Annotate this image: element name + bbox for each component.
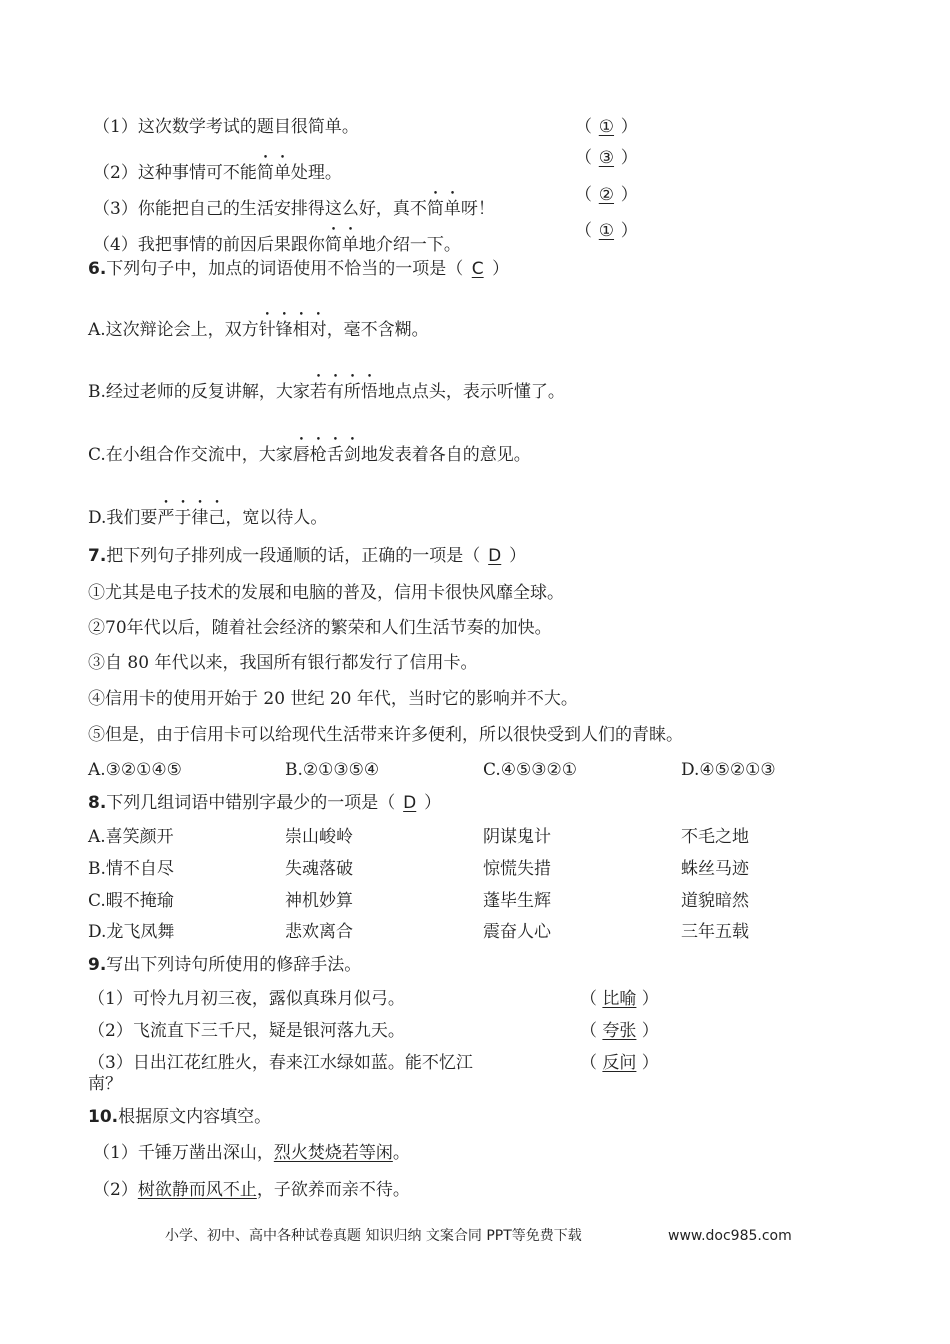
- q9-answer-2: （ 夸张 ）: [580, 1021, 659, 1041]
- item-text: （2）: [93, 1180, 138, 1200]
- close-paren: ）: [509, 546, 527, 566]
- q6-stem: [88, 261, 509, 278]
- q9-item-3-wrap: 南？: [88, 1074, 122, 1094]
- item-text-end: 。: [392, 1143, 410, 1163]
- q7-sentence-4: ④信用卡的使用开始于 20 世纪 20 年代，当时它的影响并不大。: [88, 689, 578, 709]
- q7-option-d: D.④⑤②①③: [681, 760, 776, 780]
- option-text-end: ，毫不含糊。: [326, 320, 429, 340]
- question-number: 8.: [88, 793, 107, 813]
- question-text: 下列几组词语中错别字最少的一项是（: [106, 793, 396, 813]
- option-text: D.我们要: [88, 508, 158, 528]
- answer-value: ③: [598, 148, 615, 168]
- q8-row-b-word-2: 失魂落破: [285, 859, 353, 879]
- dotted-word: 针锋相对: [258, 320, 327, 340]
- q10-stem: [88, 1109, 271, 1126]
- footer-url[interactable]: www.doc985.com: [668, 1228, 792, 1244]
- q8-row-b-word-3: 惊慌失措: [483, 859, 551, 879]
- option-text: A.这次辩论会上，双方: [88, 320, 259, 340]
- dotted-word: 严于律己: [157, 508, 226, 528]
- question-answer: D: [488, 546, 502, 566]
- question-number: 6.: [88, 259, 107, 279]
- item-number: （3）: [93, 199, 138, 219]
- option-text: C.在小组合作交流中，大家: [88, 445, 293, 465]
- q5-item-2: [93, 153, 342, 183]
- filled-blank: 树欲静而风不止: [137, 1180, 257, 1200]
- item-text-end: 呀！: [460, 199, 495, 219]
- item-text: 这种事情可不能: [137, 163, 257, 183]
- q6-option-d: [88, 498, 327, 528]
- q6-option-a: [88, 310, 429, 340]
- question-answer: C: [471, 259, 484, 279]
- item-text-end: 处理。: [290, 163, 342, 183]
- dotted-word: 若有所悟: [309, 382, 378, 402]
- q7-option-a: A.③②①④⑤: [88, 760, 182, 780]
- q8-row-a-word-1: A.喜笑颜开: [88, 827, 174, 847]
- q5-item-1: [93, 119, 359, 136]
- q7-sentence-3: ③自 80 年代以来，我国所有银行都发行了信用卡。: [88, 653, 478, 673]
- close-paren: ）: [424, 793, 442, 813]
- item-text-end: 地介绍一下。: [358, 235, 461, 255]
- q5-answer-1: （ ① ）: [575, 117, 638, 137]
- q8-row-a-word-2: 崇山峻岭: [285, 827, 353, 847]
- q8-row-a-word-3: 阴谋鬼计: [483, 827, 551, 847]
- question-answer: D: [403, 793, 417, 813]
- q5-item-3: [93, 189, 495, 219]
- answer-value: ①: [598, 117, 615, 137]
- q10-item-1: [93, 1145, 410, 1162]
- item-text: 我把事情的前因后果跟你: [137, 235, 325, 255]
- answer-value: ②: [598, 185, 615, 205]
- dotted-word: 简单: [324, 235, 359, 255]
- q8-row-d-word-2: 悲欢离合: [285, 922, 353, 942]
- q9-item-2: （2）飞流直下三千尺，疑是银河落九天。: [88, 1021, 405, 1041]
- question-text: 写出下列诗句所使用的修辞手法。: [106, 955, 362, 975]
- q5-answer-2: （ ③ ）: [575, 148, 638, 168]
- dotted-word: 简单: [426, 199, 461, 219]
- q8-row-d-word-4: 三年五载: [681, 922, 749, 942]
- q7-option-b: B.②①③⑤④: [285, 760, 380, 780]
- q9-answer-3: （ 反问 ）: [580, 1053, 659, 1073]
- option-text-end: 地发表着各自的意见。: [360, 445, 531, 465]
- footer-text: 小学、初中、高中各种试卷真题 知识归纳 文案合同 PPT等免费下载: [165, 1228, 582, 1244]
- q7-option-c: C.④⑤③②①: [483, 760, 578, 780]
- question-number: 7.: [88, 546, 107, 566]
- option-text-end: 地点点头，表示听懂了。: [377, 382, 565, 402]
- q8-row-c-word-3: 蓬毕生辉: [483, 891, 551, 911]
- q5-answer-4: （ ① ）: [575, 221, 638, 241]
- item-number: （2）: [93, 163, 138, 183]
- question-text: 下列句子中，加点的词语使用不恰当的一项是（: [106, 259, 464, 279]
- q9-stem: [88, 957, 361, 974]
- item-text: （1）千锤万凿出深山，: [93, 1143, 274, 1163]
- q6-option-c: [88, 435, 531, 465]
- q8-row-c-word-4: 道貌暗然: [681, 891, 749, 911]
- answer-value: ①: [598, 221, 615, 241]
- item-number: （1）: [93, 117, 138, 137]
- q9-item-3: （3）日出江花红胜火，春来江水绿如蓝。能不忆江: [88, 1053, 473, 1073]
- option-text-end: ，宽以待人。: [225, 508, 328, 528]
- answer-value: 夸张: [602, 1021, 637, 1041]
- option-text: B.经过老师的反复讲解，大家: [88, 382, 310, 402]
- q5-item-4: [93, 225, 461, 255]
- q7-sentence-5: ⑤但是，由于信用卡可以给现代生活带来许多便利，所以很快受到人们的青睐。: [88, 725, 683, 745]
- q8-row-c-word-2: 神机妙算: [285, 891, 353, 911]
- q8-row-b-word-4: 蛛丝马迹: [681, 859, 749, 879]
- close-paren: ）: [492, 259, 510, 279]
- item-text-end: ，子欲养而亲不待。: [256, 1180, 410, 1200]
- q5-answer-3: （ ② ）: [575, 185, 638, 205]
- answer-value: 比喻: [602, 989, 637, 1009]
- item-number: （4）: [93, 235, 138, 255]
- q10-item-2: [93, 1182, 410, 1199]
- answer-value: 反问: [602, 1053, 637, 1073]
- q8-row-d-word-1: D.龙飞凤舞: [88, 922, 175, 942]
- dotted-word: 唇枪舌剑: [292, 445, 361, 465]
- q8-row-d-word-3: 震奋人心: [483, 922, 551, 942]
- question-number: 10.: [88, 1107, 119, 1127]
- q6-option-b: [88, 372, 565, 402]
- q7-sentence-2: ②70年代以后，随着社会经济的繁荣和人们生活节奏的加快。: [88, 618, 552, 638]
- question-text: 根据原文内容填空。: [118, 1107, 272, 1127]
- q7-stem: [88, 548, 526, 565]
- item-text: 这次数学考试的题目很简单。: [137, 117, 359, 137]
- question-text: 把下列句子排列成一段通顺的话，正确的一项是（: [106, 546, 481, 566]
- dotted-word: 简单: [256, 163, 291, 183]
- item-text: 你能把自己的生活安排得这么好，真不: [137, 199, 427, 219]
- question-number: 9.: [88, 955, 107, 975]
- q9-item-1: （1）可怜九月初三夜，露似真珠月似弓。: [88, 989, 405, 1009]
- q8-row-b-word-1: B.情不自尽: [88, 859, 174, 879]
- q8-stem: [88, 795, 441, 812]
- filled-blank: 烈火焚烧若等闲: [273, 1143, 393, 1163]
- q8-row-c-word-1: C.暇不掩瑜: [88, 891, 174, 911]
- q9-answer-1: （ 比喻 ）: [580, 989, 659, 1009]
- q7-sentence-1: ①尤其是电子技术的发展和电脑的普及，信用卡很快风靡全球。: [88, 583, 564, 603]
- q8-row-a-word-4: 不毛之地: [681, 827, 749, 847]
